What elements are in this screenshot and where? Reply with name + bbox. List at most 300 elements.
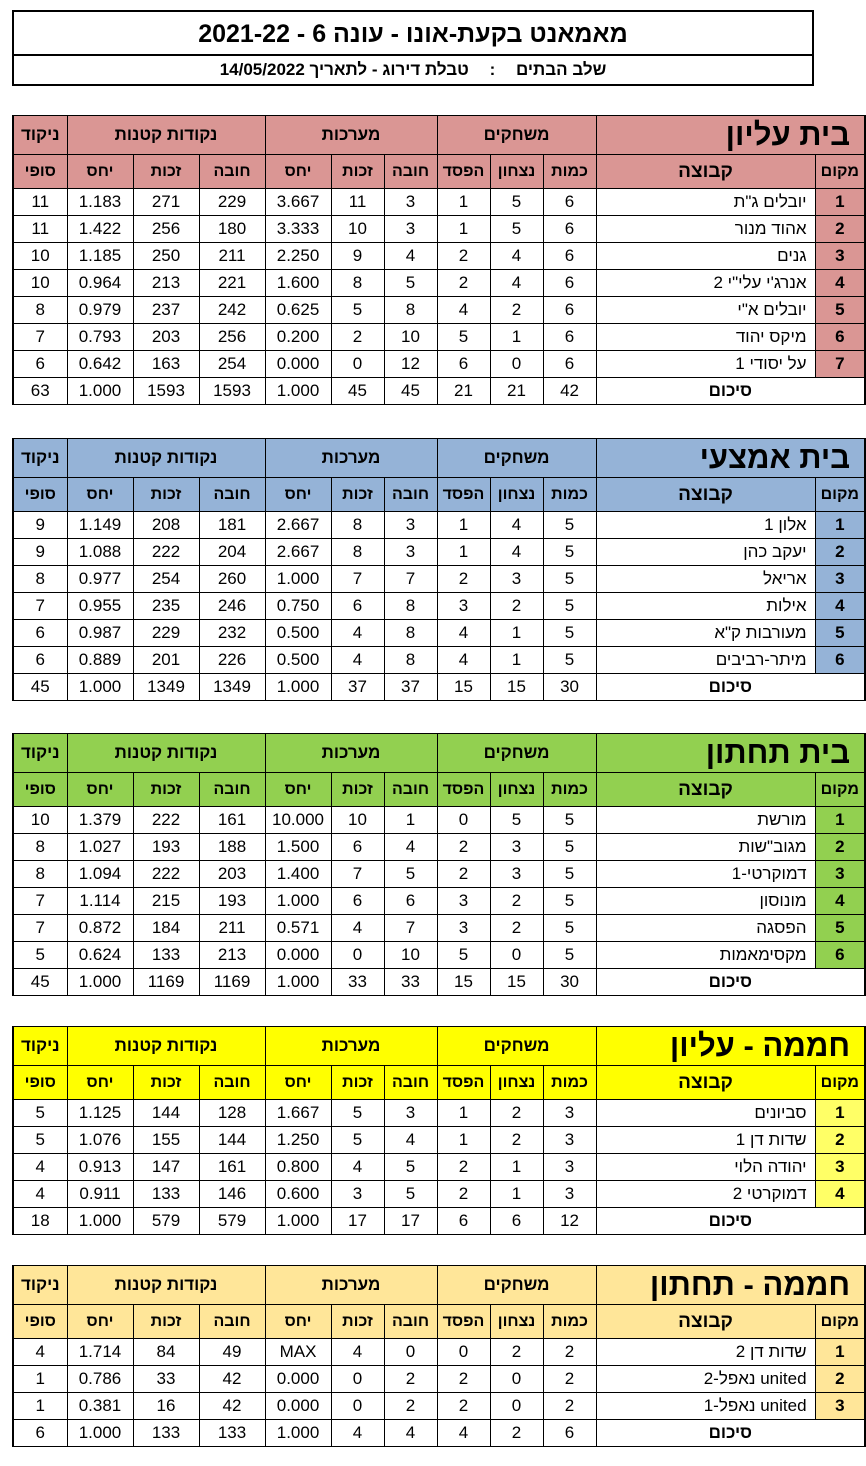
cell-played: 5 (543, 915, 596, 942)
total-loss: 21 (437, 378, 490, 405)
group-title: בית עליון (596, 116, 865, 155)
cell-loss: 6 (437, 351, 490, 378)
cell-rank: 4 (815, 1181, 865, 1208)
cell-played: 5 (543, 861, 596, 888)
cell-played: 5 (543, 539, 596, 566)
cell-points: 5 (13, 1100, 67, 1127)
cell-win: 2 (490, 915, 543, 942)
cell-sp-ratio: 1.088 (67, 539, 133, 566)
cell-sp-lost: 144 (199, 1127, 265, 1154)
cell-played: 5 (543, 647, 596, 674)
cell-sp-ratio: 0.786 (67, 1366, 133, 1393)
cell-points: 4 (13, 1181, 67, 1208)
cell-sp-won: 222 (133, 539, 199, 566)
header-row (13, 734, 865, 773)
cell-set-won: 8 (331, 512, 384, 539)
cell-rank: 6 (815, 324, 865, 351)
sp-won-header: זכות (133, 1066, 199, 1100)
cell-points: 7 (13, 593, 67, 620)
set-lost-header: חובה (384, 155, 437, 189)
cell-sp-won: 133 (133, 942, 199, 969)
group-section (12, 733, 866, 996)
cell-win: 2 (490, 297, 543, 324)
table-row (13, 915, 865, 942)
cell-win: 0 (490, 1366, 543, 1393)
cell-set-ratio: 0.200 (265, 324, 331, 351)
cell-team: דמוקרטי 2 (596, 1181, 815, 1208)
cell-set-ratio: MAX (265, 1339, 331, 1366)
set-won-header: זכות (331, 773, 384, 807)
cell-loss: 2 (437, 1366, 490, 1393)
cell-loss: 2 (437, 1393, 490, 1420)
cell-played: 2 (543, 1393, 596, 1420)
played-header: כמות (543, 1066, 596, 1100)
total-loss: 15 (437, 969, 490, 996)
final-header: סופי (13, 155, 67, 189)
cell-played: 6 (543, 351, 596, 378)
cell-set-won: 7 (331, 566, 384, 593)
date-label: טבלת דירוג - לתאריך 14/05/2022 (219, 60, 469, 79)
place-header: מקום (815, 1066, 865, 1100)
cell-played: 3 (543, 1100, 596, 1127)
cell-sp-ratio: 0.987 (67, 620, 133, 647)
cell-set-ratio: 1.000 (265, 566, 331, 593)
cell-points: 4 (13, 1154, 67, 1181)
cell-played: 5 (543, 834, 596, 861)
cell-team: united נאפל-2 (596, 1366, 815, 1393)
total-set-ratio: 1.000 (265, 378, 331, 405)
cell-sp-ratio: 1.183 (67, 189, 133, 216)
cell-sp-won: 250 (133, 243, 199, 270)
cell-rank: 6 (815, 647, 865, 674)
cell-set-won: 10 (331, 807, 384, 834)
group-section (12, 438, 866, 701)
cell-played: 5 (543, 566, 596, 593)
sp-won-header: זכות (133, 773, 199, 807)
cell-played: 3 (543, 1181, 596, 1208)
played-header: כמות (543, 1305, 596, 1339)
table-row (13, 270, 865, 297)
total-label: סיכום (596, 1420, 865, 1447)
cell-played: 5 (543, 620, 596, 647)
total-loss: 15 (437, 674, 490, 701)
group-title: חממה - עליון (596, 1027, 865, 1066)
cell-sp-ratio: 1.185 (67, 243, 133, 270)
cell-played: 5 (543, 807, 596, 834)
cell-win: 2 (490, 888, 543, 915)
cell-set-lost: 5 (384, 861, 437, 888)
cell-set-won: 8 (331, 539, 384, 566)
cell-rank: 4 (815, 270, 865, 297)
cell-points: 6 (13, 620, 67, 647)
set-lost-header: חובה (384, 478, 437, 512)
cell-sp-won: 208 (133, 512, 199, 539)
cell-loss: 1 (437, 216, 490, 243)
cell-loss: 1 (437, 539, 490, 566)
cell-sp-ratio: 0.964 (67, 270, 133, 297)
cell-set-ratio: 1.600 (265, 270, 331, 297)
team-header: קבוצה (596, 1066, 815, 1100)
cell-sp-lost: 49 (199, 1339, 265, 1366)
sp-won-header: זכות (133, 155, 199, 189)
standings-table (12, 1026, 866, 1235)
header-row (13, 116, 865, 155)
cell-rank: 5 (815, 620, 865, 647)
total-set-lost: 33 (384, 969, 437, 996)
cell-rank: 6 (815, 942, 865, 969)
cell-set-won: 8 (331, 270, 384, 297)
cell-set-ratio: 0.571 (265, 915, 331, 942)
group-section (12, 115, 866, 405)
cell-sp-ratio: 0.911 (67, 1181, 133, 1208)
cell-sp-lost: 232 (199, 620, 265, 647)
sp-ratio-header: יחס (67, 155, 133, 189)
final-header: סופי (13, 773, 67, 807)
cell-set-won: 4 (331, 1154, 384, 1181)
total-set-lost: 37 (384, 674, 437, 701)
total-sp-won: 1593 (133, 378, 199, 405)
cell-team: דמוקרטי-1 (596, 861, 815, 888)
total-sp-lost: 579 (199, 1208, 265, 1235)
games-header: משחקים (437, 439, 596, 478)
cell-points: 8 (13, 297, 67, 324)
total-row (13, 1420, 865, 1447)
cell-sp-lost: 161 (199, 807, 265, 834)
header-row (13, 1027, 865, 1066)
cell-set-ratio: 0.000 (265, 1366, 331, 1393)
total-label: סיכום (596, 674, 865, 701)
cell-team: יעקב כהן (596, 539, 815, 566)
cell-rank: 3 (815, 1154, 865, 1181)
cell-loss: 2 (437, 270, 490, 297)
sets-header: מערכות (265, 1266, 437, 1305)
cell-rank: 3 (815, 243, 865, 270)
cell-rank: 2 (815, 1366, 865, 1393)
table-row (13, 243, 865, 270)
table-row (13, 1339, 865, 1366)
cell-team: united נאפל-1 (596, 1393, 815, 1420)
cell-points: 9 (13, 512, 67, 539)
table-row (13, 324, 865, 351)
total-label: סיכום (596, 969, 865, 996)
cell-set-ratio: 10.000 (265, 807, 331, 834)
subheader-row (13, 773, 865, 807)
cell-points: 1 (13, 1366, 67, 1393)
cell-rank: 3 (815, 861, 865, 888)
subheader-row (13, 1066, 865, 1100)
cell-win: 2 (490, 1339, 543, 1366)
cell-win: 0 (490, 942, 543, 969)
cell-set-won: 2 (331, 324, 384, 351)
group-title: בית תחתון (596, 734, 865, 773)
total-set-ratio: 1.000 (265, 969, 331, 996)
subtitle-separator: : (489, 60, 496, 79)
win-header: נצחון (490, 155, 543, 189)
sp-lost-header: חובה (199, 1066, 265, 1100)
cell-played: 2 (543, 1366, 596, 1393)
total-set-won: 17 (331, 1208, 384, 1235)
total-set-lost: 17 (384, 1208, 437, 1235)
table-row (13, 566, 865, 593)
cell-set-ratio: 1.000 (265, 888, 331, 915)
total-row (13, 674, 865, 701)
cell-sp-won: 133 (133, 1181, 199, 1208)
cell-set-ratio: 1.667 (265, 1100, 331, 1127)
table-row (13, 539, 865, 566)
cell-sp-lost: 242 (199, 297, 265, 324)
cell-sp-ratio: 0.642 (67, 351, 133, 378)
cell-loss: 2 (437, 1181, 490, 1208)
set-ratio-header: יחס (265, 1305, 331, 1339)
cell-team: אריאל (596, 566, 815, 593)
cell-win: 0 (490, 351, 543, 378)
points-header: ניקוד (13, 734, 67, 773)
cell-rank: 5 (815, 915, 865, 942)
cell-points: 9 (13, 539, 67, 566)
cell-set-lost: 5 (384, 1181, 437, 1208)
cell-points: 10 (13, 807, 67, 834)
cell-win: 2 (490, 1100, 543, 1127)
cell-played: 5 (543, 942, 596, 969)
set-won-header: זכות (331, 155, 384, 189)
cell-set-ratio: 1.500 (265, 834, 331, 861)
cell-set-lost: 7 (384, 915, 437, 942)
set-won-header: זכות (331, 478, 384, 512)
cell-played: 5 (543, 888, 596, 915)
loss-header: הפסד (437, 478, 490, 512)
cell-team: שדות דן 1 (596, 1127, 815, 1154)
cell-points: 7 (13, 888, 67, 915)
cell-rank: 1 (815, 1339, 865, 1366)
table-row (13, 1366, 865, 1393)
subheader-row (13, 478, 865, 512)
sp-ratio-header: יחס (67, 478, 133, 512)
cell-team: מיתר-רביבים (596, 647, 815, 674)
loss-header: הפסד (437, 1305, 490, 1339)
cell-loss: 4 (437, 620, 490, 647)
cell-set-lost: 7 (384, 566, 437, 593)
team-header: קבוצה (596, 773, 815, 807)
win-header: נצחון (490, 478, 543, 512)
total-sp-won: 133 (133, 1420, 199, 1447)
table-row (13, 861, 865, 888)
cell-points: 7 (13, 324, 67, 351)
cell-rank: 7 (815, 351, 865, 378)
table-row (13, 351, 865, 378)
cell-set-won: 4 (331, 915, 384, 942)
cell-sp-won: 256 (133, 216, 199, 243)
cell-loss: 5 (437, 942, 490, 969)
total-sp-lost: 1593 (199, 378, 265, 405)
sp-lost-header: חובה (199, 155, 265, 189)
cell-team: גנים (596, 243, 815, 270)
cell-sp-won: 33 (133, 1366, 199, 1393)
team-header: קבוצה (596, 155, 815, 189)
cell-set-ratio: 1.400 (265, 861, 331, 888)
cell-set-ratio: 0.500 (265, 620, 331, 647)
header-row (13, 439, 865, 478)
cell-played: 6 (543, 216, 596, 243)
cell-set-won: 4 (331, 1339, 384, 1366)
loss-header: הפסד (437, 773, 490, 807)
cell-loss: 1 (437, 1100, 490, 1127)
games-header: משחקים (437, 116, 596, 155)
sets-header: מערכות (265, 439, 437, 478)
standings-table (12, 438, 866, 701)
cell-team: יהודה הלוי (596, 1154, 815, 1181)
total-played: 12 (543, 1208, 596, 1235)
cell-sp-ratio: 1.125 (67, 1100, 133, 1127)
cell-set-won: 6 (331, 888, 384, 915)
cell-win: 4 (490, 270, 543, 297)
cell-sp-lost: 42 (199, 1393, 265, 1420)
cell-sp-ratio: 0.793 (67, 324, 133, 351)
cell-win: 2 (490, 593, 543, 620)
total-row (13, 969, 865, 996)
cell-set-won: 9 (331, 243, 384, 270)
cell-rank: 4 (815, 593, 865, 620)
page-subtitle (12, 56, 814, 86)
win-header: נצחון (490, 773, 543, 807)
cell-set-lost: 8 (384, 620, 437, 647)
table-row (13, 593, 865, 620)
cell-sp-lost: 181 (199, 512, 265, 539)
set-won-header: זכות (331, 1066, 384, 1100)
cell-set-ratio: 0.000 (265, 351, 331, 378)
cell-win: 1 (490, 620, 543, 647)
cell-team: אהוד מנור (596, 216, 815, 243)
cell-sp-lost: 42 (199, 1366, 265, 1393)
cell-sp-won: 144 (133, 1100, 199, 1127)
cell-loss: 4 (437, 647, 490, 674)
cell-set-ratio: 2.667 (265, 512, 331, 539)
table-row (13, 1100, 865, 1127)
set-won-header: זכות (331, 1305, 384, 1339)
cell-sp-ratio: 1.114 (67, 888, 133, 915)
cell-set-won: 0 (331, 1366, 384, 1393)
total-points: 63 (13, 378, 67, 405)
set-ratio-header: יחס (265, 773, 331, 807)
cell-team: מגוב"שות (596, 834, 815, 861)
cell-win: 3 (490, 566, 543, 593)
cell-set-ratio: 2.667 (265, 539, 331, 566)
cell-rank: 2 (815, 1127, 865, 1154)
cell-sp-won: 155 (133, 1127, 199, 1154)
cell-points: 11 (13, 216, 67, 243)
cell-points: 1 (13, 1393, 67, 1420)
sp-lost-header: חובה (199, 1305, 265, 1339)
cell-loss: 1 (437, 1127, 490, 1154)
cell-sp-ratio: 1.422 (67, 216, 133, 243)
place-header: מקום (815, 773, 865, 807)
cell-sp-ratio: 1.149 (67, 512, 133, 539)
cell-set-won: 5 (331, 297, 384, 324)
sp-ratio-header: יחס (67, 1305, 133, 1339)
standings-table (12, 115, 866, 405)
cell-team: מעורבות ק"א (596, 620, 815, 647)
cell-played: 6 (543, 270, 596, 297)
cell-set-won: 0 (331, 1393, 384, 1420)
table-row (13, 834, 865, 861)
cell-sp-won: 201 (133, 647, 199, 674)
cell-rank: 2 (815, 539, 865, 566)
cell-set-ratio: 0.500 (265, 647, 331, 674)
total-set-lost: 45 (384, 378, 437, 405)
cell-team: סביונים (596, 1100, 815, 1127)
cell-rank: 1 (815, 807, 865, 834)
total-set-won: 37 (331, 674, 384, 701)
cell-points: 6 (13, 647, 67, 674)
cell-set-lost: 4 (384, 1127, 437, 1154)
cell-loss: 0 (437, 1339, 490, 1366)
cell-sp-ratio: 1.379 (67, 807, 133, 834)
cell-points: 10 (13, 243, 67, 270)
place-header: מקום (815, 478, 865, 512)
cell-loss: 3 (437, 593, 490, 620)
cell-win: 4 (490, 539, 543, 566)
cell-set-lost: 10 (384, 324, 437, 351)
cell-win: 5 (490, 216, 543, 243)
cell-sp-ratio: 1.076 (67, 1127, 133, 1154)
cell-sp-lost: 128 (199, 1100, 265, 1127)
total-win: 6 (490, 1208, 543, 1235)
cell-sp-won: 184 (133, 915, 199, 942)
cell-set-won: 10 (331, 216, 384, 243)
cell-set-lost: 5 (384, 270, 437, 297)
cell-sp-ratio: 1.094 (67, 861, 133, 888)
cell-set-won: 6 (331, 593, 384, 620)
total-played: 30 (543, 674, 596, 701)
cell-set-ratio: 0.800 (265, 1154, 331, 1181)
total-played: 42 (543, 378, 596, 405)
total-win: 15 (490, 969, 543, 996)
cell-points: 8 (13, 861, 67, 888)
cell-sp-lost: 246 (199, 593, 265, 620)
cell-loss: 3 (437, 915, 490, 942)
cell-rank: 3 (815, 566, 865, 593)
table-row (13, 888, 865, 915)
cell-set-won: 0 (331, 942, 384, 969)
header-row (13, 1266, 865, 1305)
cell-rank: 1 (815, 512, 865, 539)
table-row (13, 647, 865, 674)
page-title: מאמאנט בקעת-אונו - עונה 6 - 2021-22 (12, 10, 814, 56)
table-row (13, 512, 865, 539)
cell-sp-lost: 213 (199, 942, 265, 969)
cell-set-ratio: 3.333 (265, 216, 331, 243)
cell-team: יובלים א"י (596, 297, 815, 324)
cell-sp-lost: 188 (199, 834, 265, 861)
cell-sp-lost: 254 (199, 351, 265, 378)
total-played: 30 (543, 969, 596, 996)
set-ratio-header: יחס (265, 478, 331, 512)
table-row (13, 620, 865, 647)
total-loss: 4 (437, 1420, 490, 1447)
cell-sp-ratio: 0.381 (67, 1393, 133, 1420)
cell-set-lost: 3 (384, 1100, 437, 1127)
group-title: חממה - תחתון (596, 1266, 865, 1305)
place-header: מקום (815, 155, 865, 189)
cell-team: מונוסון (596, 888, 815, 915)
cell-team: מיקס יהוד (596, 324, 815, 351)
cell-sp-ratio: 0.624 (67, 942, 133, 969)
set-lost-header: חובה (384, 1305, 437, 1339)
cell-played: 6 (543, 297, 596, 324)
set-lost-header: חובה (384, 1066, 437, 1100)
total-set-lost: 4 (384, 1420, 437, 1447)
cell-set-lost: 4 (384, 243, 437, 270)
cell-loss: 1 (437, 512, 490, 539)
